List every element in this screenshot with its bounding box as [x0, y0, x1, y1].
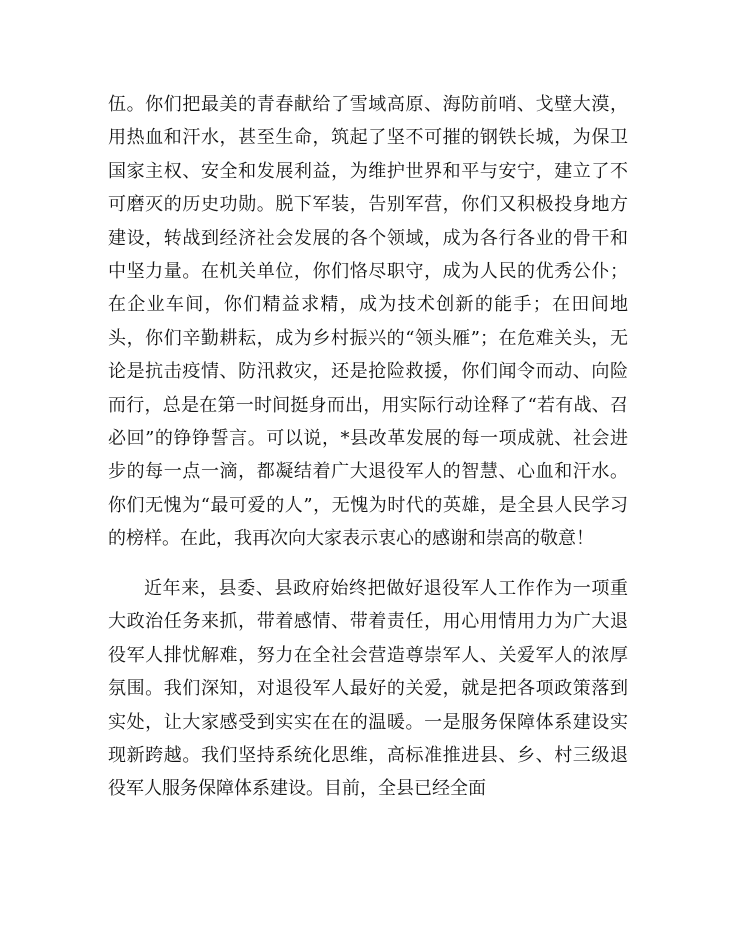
paragraph-2: 近年来，县委、县政府始终把做好退役军人工作作为一项重大政治任务来抓，带着感情、带着责任，用心用情用力为广大退役军人排忧解难，努力在全社会营造尊崇军人、关爱军人的浓厚氛围。我们深知，对退役军人最好的关爱，就是把各项政策落到实处，让大家感受到实实在在的温暖。一是服务保障体系建设实现新跨越。我们坚持系统化思维，高标准推进县、乡、村三级退役军人服务保障体系建设。目前，全县已经全面 [108, 578, 628, 800]
paragraph-1: 伍。你们把最美的青春献给了雪域高原、海防前哨、戈壁大漠，用热血和汗水，甚至生命，筑起了坚不可摧的钢铁长城，为保卫国家主权、安全和发展利益，为维护世界和平与安宁，建立了不可磨灭的历史功勋。脱下军装，告别军营，你们又积极投身地方建设，转战到经济社会发展的各个领域，成为各行各业的骨干和中坚力量。在机关单位，你们恪尽职守，成为人民的优秀公仆；在企业车间，你们精益求精，成为技术创新的能手；在田间地头，你们辛勤耕耘，成为乡村振兴的“领头雁”；在危难关头，无论是抗击疫情、防汛救灾，还是抢险救援，你们闻令而动、向险而行，总是在第一时间挺身而出，用实际行动诠释了“若有战、召必回”的铮铮誓言。可以说，*县改革发展的每一项成就、社会进步的每一点一滴，都凝结着广大退役军人的智慧、心血和汗水。你们无愧为“最可爱的人”，无愧为时代的英雄，是全县人民学习的榜样。在此，我再次向大家表示衷心的感谢和崇高的敬意！ [108, 94, 628, 550]
